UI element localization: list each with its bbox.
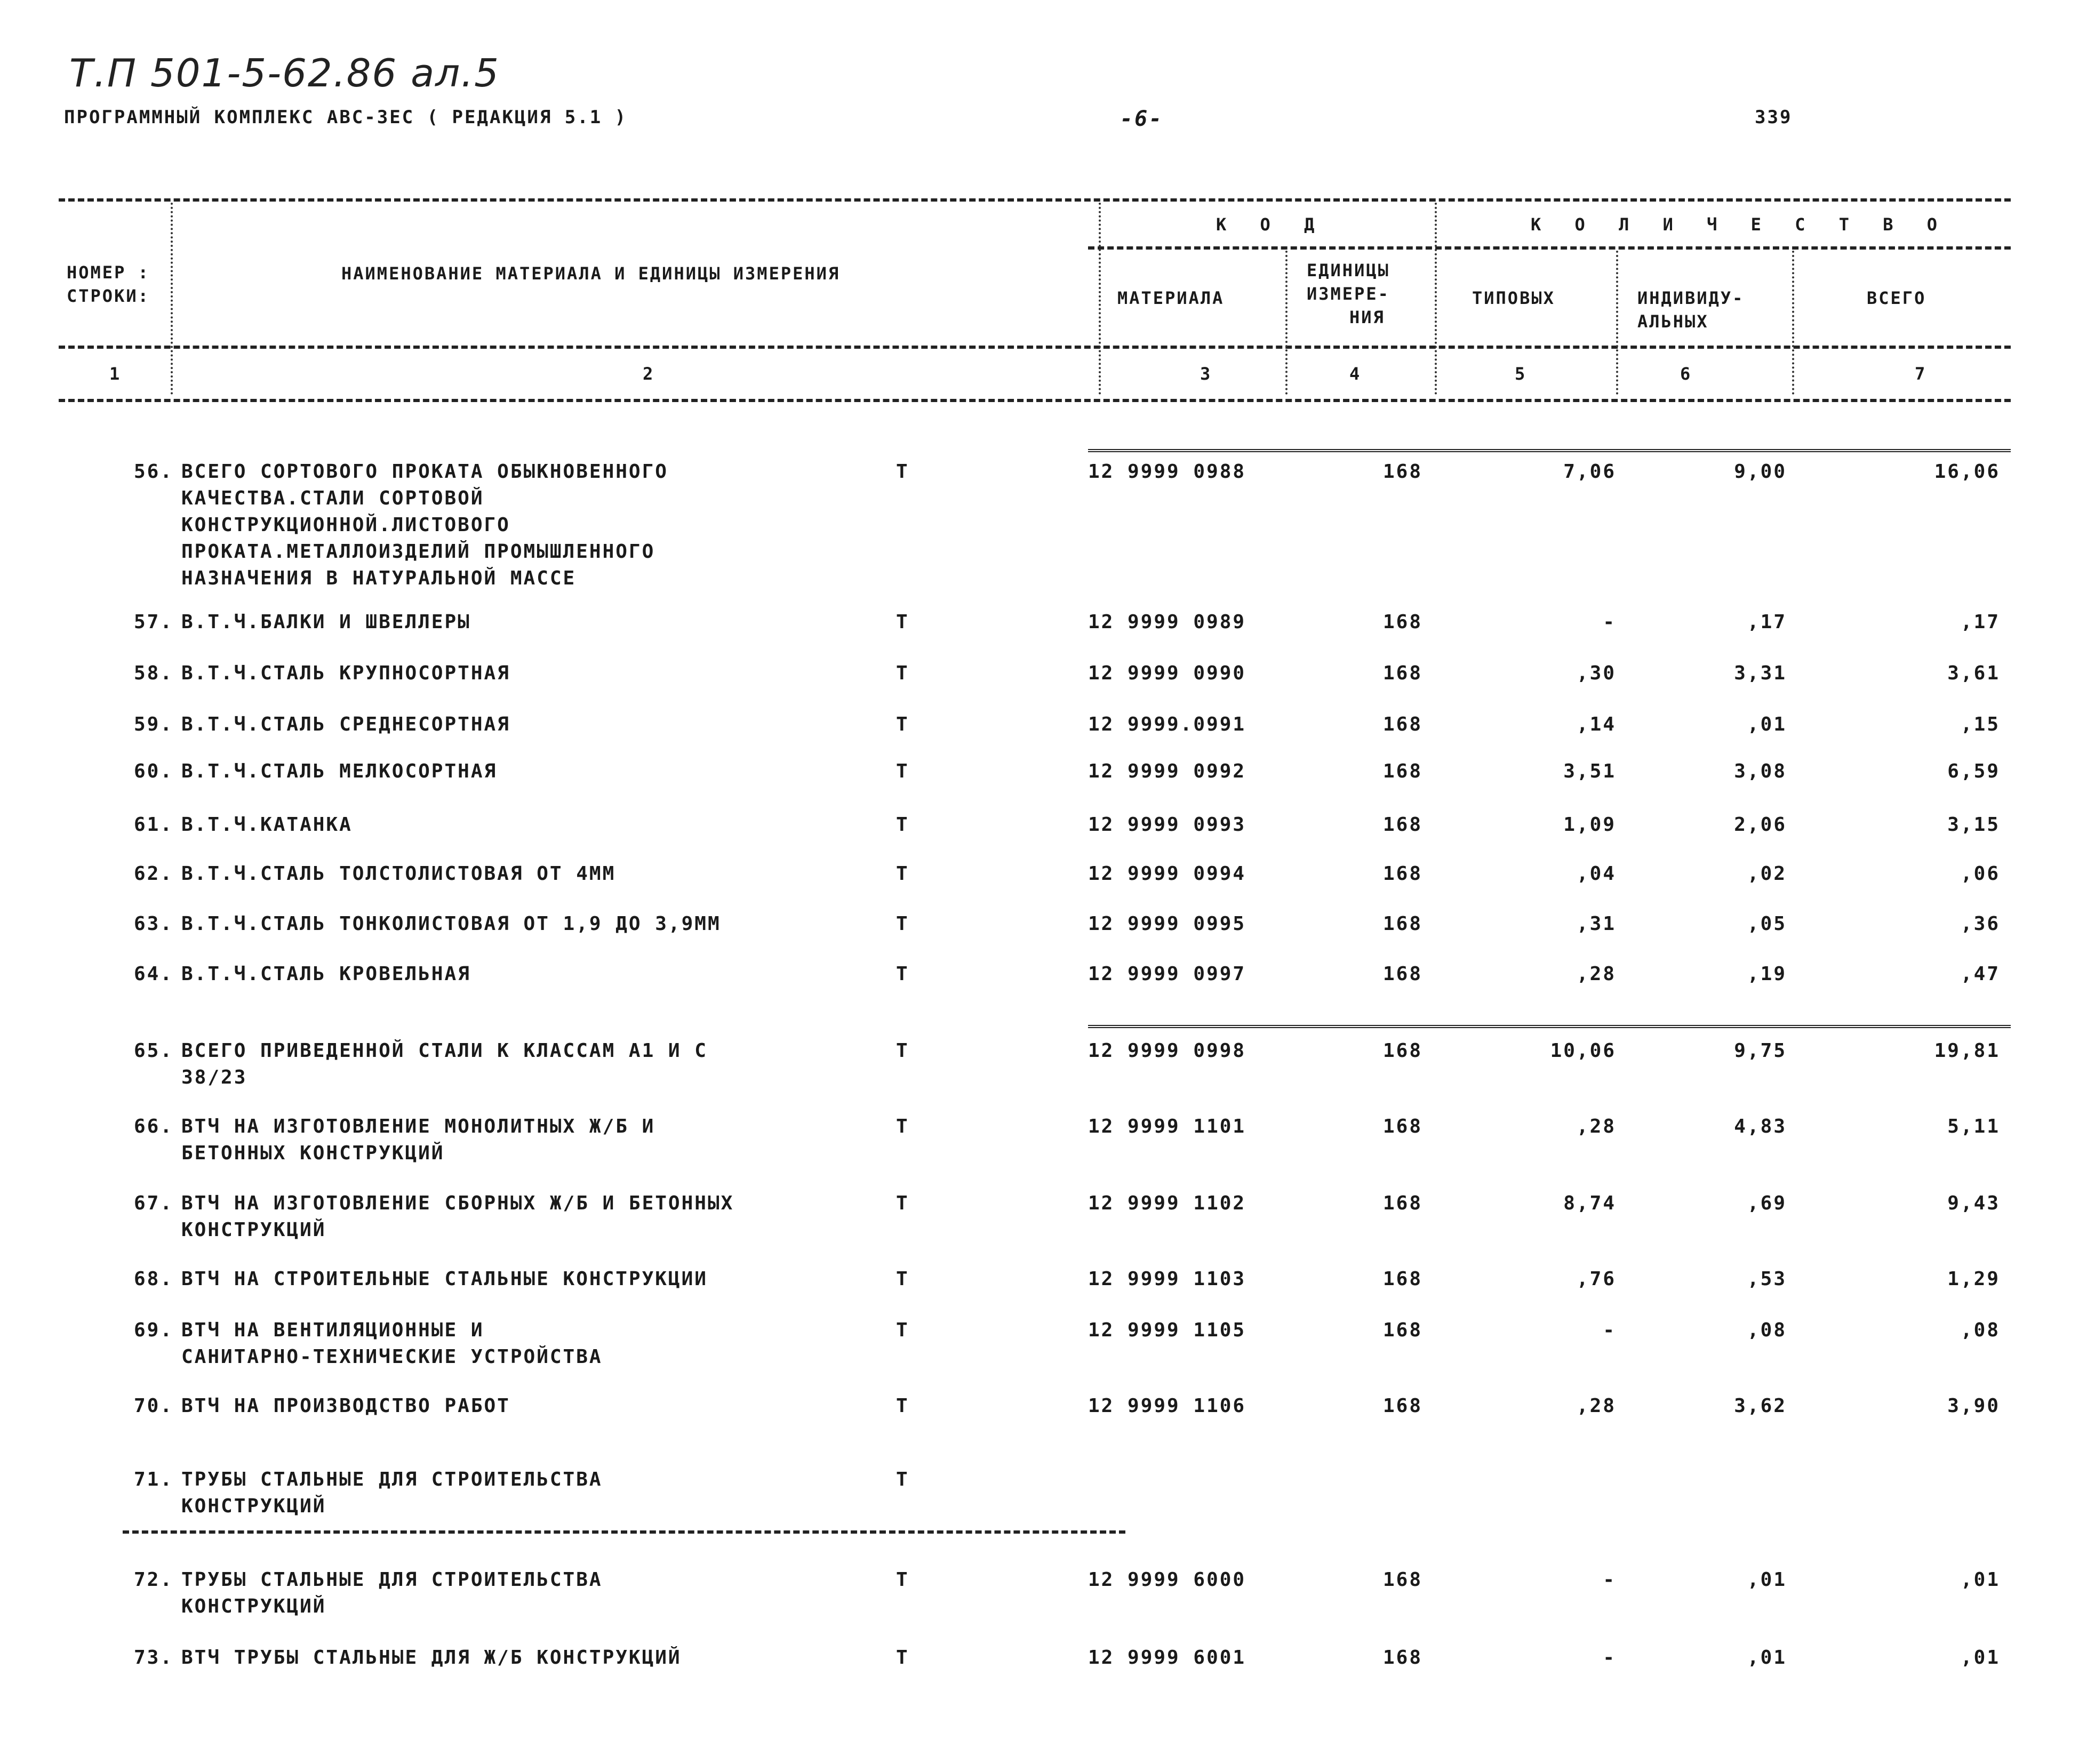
unit-code: 168: [1382, 760, 1423, 782]
unit: Т: [896, 1395, 909, 1417]
qty-total: 3,15: [1947, 814, 2000, 836]
qty-individual: ,53: [1747, 1268, 1787, 1290]
material-name: ВСЕГО СОРТОВОГО ПРОКАТА ОБЫКНОВЕННОГО КАЧЕСТВА.СТАЛИ СОРТОВОЙ КОНСТРУКЦИОННОЙ.ЛИСТОВОГО ПРОКАТА.МЕТАЛЛОИЗДЕЛИЙ ПРОМЫШЛЕННОГО НАЗНАЧЕНИЯ В НАТУРАЛЬНОЙ МАССЕ: [181, 461, 668, 589]
material-name: В.Т.Ч.СТАЛЬ МЕЛКОСОРТНАЯ: [181, 760, 498, 782]
row-number: 65.: [133, 1040, 173, 1062]
qty-typical: 1,09: [1563, 814, 1616, 836]
col-index-6: 6: [1680, 364, 1692, 384]
row-number: 69.: [133, 1319, 173, 1341]
qty-typical: 8,74: [1563, 1192, 1616, 1214]
unit: Т: [896, 1040, 909, 1062]
qty-total: 3,90: [1947, 1395, 2000, 1417]
unit: Т: [896, 760, 909, 782]
material-code: 12 9999 1105: [1088, 1319, 1246, 1341]
qty-total: ,47: [1960, 963, 2000, 985]
material-name: ВСЕГО ПРИВЕДЕННОЙ СТАЛИ К КЛАССАМ А1 И С 38/23: [181, 1040, 708, 1088]
col-index-4: 4: [1349, 364, 1362, 384]
unit-code: 168: [1382, 1040, 1423, 1062]
row-number: 68.: [133, 1268, 173, 1290]
qty-individual: 9,75: [1734, 1040, 1787, 1062]
qty-individual: ,08: [1747, 1319, 1787, 1341]
qty-total: 1,29: [1947, 1268, 2000, 1290]
row-number: 61.: [133, 814, 173, 836]
material-code: 12 9999 0989: [1088, 611, 1246, 633]
subtotal-rule: [1088, 1025, 2011, 1028]
header-separator: [1099, 203, 1101, 395]
qty-typical: -: [1603, 1569, 1616, 1591]
qty-total: ,06: [1960, 863, 2000, 885]
unit: Т: [896, 662, 909, 684]
qty-individual: ,19: [1747, 963, 1787, 985]
qty-individual: ,69: [1747, 1192, 1787, 1214]
page-marker: -6-: [1120, 107, 1164, 131]
page-number: 339: [1755, 107, 1793, 128]
unit-code: 168: [1382, 1319, 1423, 1341]
unit-code: 168: [1382, 662, 1423, 684]
material-code: 12 9999 6001: [1088, 1647, 1246, 1669]
section-rule: [123, 1530, 1125, 1534]
header-separator: [1285, 251, 1288, 395]
unit: Т: [896, 963, 909, 985]
unit: Т: [896, 1647, 909, 1669]
material-name: ТРУБЫ СТАЛЬНЫЕ ДЛЯ СТРОИТЕЛЬСТВА КОНСТРУКЦИЙ: [181, 1469, 603, 1517]
qty-total: 16,06: [1934, 461, 2000, 483]
unit: Т: [896, 1116, 909, 1137]
unit-code: 168: [1382, 1116, 1423, 1137]
row-number: 63.: [133, 913, 173, 935]
material-code: 12 9999 0997: [1088, 963, 1246, 985]
row-number: 72.: [133, 1569, 173, 1591]
header-separator: [171, 203, 173, 395]
material-code: 12 9999 6000: [1088, 1569, 1246, 1591]
col-index-7: 7: [1915, 364, 1927, 384]
material-name: ВТЧ НА ИЗГОТОВЛЕНИЕ МОНОЛИТНЫХ Ж/Б И БЕТОННЫХ КОНСТРУКЦИЙ: [181, 1116, 655, 1164]
row-number: 71.: [133, 1469, 173, 1490]
qty-total: ,15: [1960, 713, 2000, 735]
row-number: 56.: [133, 461, 173, 483]
col-name: НАИМЕНОВАНИЕ МАТЕРИАЛА И ЕДИНИЦЫ ИЗМЕРЕНИЯ: [341, 263, 841, 284]
material-name: ТРУБЫ СТАЛЬНЫЕ ДЛЯ СТРОИТЕЛЬСТВА КОНСТРУКЦИЙ: [181, 1569, 603, 1617]
col-index-2: 2: [643, 364, 655, 384]
unit: Т: [896, 1319, 909, 1341]
unit: Т: [896, 611, 909, 633]
material-name: ВТЧ ТРУБЫ СТАЛЬНЫЕ ДЛЯ Ж/Б КОНСТРУКЦИЙ: [181, 1647, 682, 1669]
material-code: 12 9999 0993: [1088, 814, 1246, 836]
qty-total: 6,59: [1947, 760, 2000, 782]
material-code: 12 9999 0992: [1088, 760, 1246, 782]
unit-code: 168: [1382, 713, 1423, 735]
qty-individual: 3,62: [1734, 1395, 1787, 1417]
unit: Т: [896, 713, 909, 735]
material-code: 12 9999 1101: [1088, 1116, 1246, 1137]
col-total: ВСЕГО: [1867, 288, 1926, 308]
unit-code: 168: [1382, 1268, 1423, 1290]
qty-typical: ,04: [1576, 863, 1616, 885]
col-group-quantity: К О Л И Ч Е С Т В О: [1531, 214, 1949, 235]
header-rule-mid: [59, 346, 2011, 349]
qty-individual: ,01: [1747, 713, 1787, 735]
header-separator: [1435, 203, 1437, 395]
row-number: 64.: [133, 963, 173, 985]
row-number: 62.: [133, 863, 173, 885]
qty-total: 3,61: [1947, 662, 2000, 684]
qty-individual: ,01: [1747, 1569, 1787, 1591]
material-code: 12 9999 0998: [1088, 1040, 1246, 1062]
unit-code: 168: [1382, 1569, 1423, 1591]
material-code: 12 9999.0991: [1088, 713, 1246, 735]
col-unit-2: ИЗМЕРЕ-: [1307, 284, 1390, 304]
qty-individual: 3,31: [1734, 662, 1787, 684]
col-index-3: 3: [1200, 364, 1212, 384]
material-name: ВТЧ НА СТРОИТЕЛЬНЫЕ СТАЛЬНЫЕ КОНСТРУКЦИИ: [181, 1268, 708, 1290]
unit: Т: [896, 863, 909, 885]
unit: Т: [896, 913, 909, 935]
qty-typical: 10,06: [1550, 1040, 1616, 1062]
material-name: ВТЧ НА ПРОИЗВОДСТВО РАБОТ: [181, 1395, 510, 1417]
row-number: 73.: [133, 1647, 173, 1669]
row-number: 59.: [133, 713, 173, 735]
qty-typical: 3,51: [1563, 760, 1616, 782]
handwritten-designation: Т.П 501-5-62.86 ал.5: [69, 51, 500, 95]
qty-typical: ,28: [1576, 963, 1616, 985]
subtotal-rule: [1088, 449, 2011, 452]
unit: Т: [896, 1268, 909, 1290]
material-code: 12 9999 0994: [1088, 863, 1246, 885]
qty-typical: -: [1603, 611, 1616, 633]
col-index-1: 1: [109, 364, 122, 384]
material-name: ВТЧ НА ВЕНТИЛЯЦИОННЫЕ И САНИТАРНО-ТЕХНИЧЕСКИЕ УСТРОЙСТВА: [181, 1319, 603, 1368]
qty-individual: 2,06: [1734, 814, 1787, 836]
qty-total: 5,11: [1947, 1116, 2000, 1137]
material-code: 12 9999 1102: [1088, 1192, 1246, 1214]
row-number: 66.: [133, 1116, 173, 1137]
col-group-code: К О Д: [1216, 214, 1326, 235]
qty-total: 9,43: [1947, 1192, 2000, 1214]
qty-total: ,01: [1960, 1647, 2000, 1669]
qty-typical: ,14: [1576, 713, 1616, 735]
col-row-number-2: СТРОКИ:: [67, 286, 150, 306]
row-number: 57.: [133, 611, 173, 633]
header-separator: [1792, 251, 1794, 395]
col-unit-3: НИЯ: [1349, 307, 1385, 327]
qty-typical: ,28: [1576, 1116, 1616, 1137]
unit: Т: [896, 1192, 909, 1214]
col-individual-2: АЛЬНЫХ: [1637, 311, 1709, 332]
unit-code: 168: [1382, 461, 1423, 483]
unit-code: 168: [1382, 913, 1423, 935]
unit: Т: [896, 461, 909, 483]
material-name: ВТЧ НА ИЗГОТОВЛЕНИЕ СБОРНЫХ Ж/Б И БЕТОННЫХ КОНСТРУКЦИЙ: [181, 1192, 734, 1241]
header-rule-top: [59, 198, 2011, 202]
qty-typical: -: [1603, 1319, 1616, 1341]
col-index-5: 5: [1515, 364, 1527, 384]
qty-individual: ,05: [1747, 913, 1787, 935]
qty-typical: ,31: [1576, 913, 1616, 935]
material-code: 12 9999 1103: [1088, 1268, 1246, 1290]
material-name: В.Т.Ч.КАТАНКА: [181, 814, 353, 836]
qty-total: 19,81: [1934, 1040, 2000, 1062]
material-code: 12 9999 1106: [1088, 1395, 1246, 1417]
header-rule-sub: [1088, 246, 2011, 250]
unit-code: 168: [1382, 1395, 1423, 1417]
material-name: В.Т.Ч.СТАЛЬ КРУПНОСОРТНАЯ: [181, 662, 510, 684]
material-name: В.Т.Ч.СТАЛЬ КРОВЕЛЬНАЯ: [181, 963, 471, 985]
col-typical: ТИПОВЫХ: [1472, 288, 1555, 308]
unit-code: 168: [1382, 1647, 1423, 1669]
row-number: 60.: [133, 760, 173, 782]
qty-total: ,01: [1960, 1569, 2000, 1591]
qty-typical: ,30: [1576, 662, 1616, 684]
material-name: В.Т.Ч.СТАЛЬ ТОЛСТОЛИСТОВАЯ ОТ 4ММ: [181, 863, 616, 885]
col-material: МАТЕРИАЛА: [1117, 288, 1225, 308]
material-name: В.Т.Ч.СТАЛЬ СРЕДНЕСОРТНАЯ: [181, 713, 510, 735]
qty-total: ,36: [1960, 913, 2000, 935]
unit-code: 168: [1382, 1192, 1423, 1214]
qty-typical: ,76: [1576, 1268, 1616, 1290]
row-number: 70.: [133, 1395, 173, 1417]
qty-individual: ,17: [1747, 611, 1787, 633]
unit-code: 168: [1382, 963, 1423, 985]
material-name: В.Т.Ч.БАЛКИ И ШВЕЛЛЕРЫ: [181, 611, 471, 633]
unit: Т: [896, 1569, 909, 1591]
material-code: 12 9999 0990: [1088, 662, 1246, 684]
qty-typical: ,28: [1576, 1395, 1616, 1417]
qty-typical: 7,06: [1563, 461, 1616, 483]
unit-code: 168: [1382, 863, 1423, 885]
qty-individual: ,01: [1747, 1647, 1787, 1669]
program-title: ПРОГРАММНЫЙ КОМПЛЕКС АВС-ЗЕС ( РЕДАКЦИЯ 5.1 ): [64, 107, 628, 128]
qty-individual: ,02: [1747, 863, 1787, 885]
col-unit-1: ЕДИНИЦЫ: [1307, 260, 1390, 280]
unit-code: 168: [1382, 611, 1423, 633]
header-rule-bottom: [59, 399, 2011, 402]
unit: Т: [896, 814, 909, 836]
qty-individual: 9,00: [1734, 461, 1787, 483]
material-code: 12 9999 0988: [1088, 461, 1246, 483]
qty-individual: 3,08: [1734, 760, 1787, 782]
col-individual-1: ИНДИВИДУ-: [1637, 288, 1745, 308]
row-number: 58.: [133, 662, 173, 684]
unit: Т: [896, 1469, 909, 1490]
qty-total: ,17: [1960, 611, 2000, 633]
material-name: В.Т.Ч.СТАЛЬ ТОНКОЛИСТОВАЯ ОТ 1,9 ДО 3,9ММ: [181, 913, 721, 935]
col-row-number-1: НОМЕР :: [67, 262, 150, 283]
material-code: 12 9999 0995: [1088, 913, 1246, 935]
qty-typical: -: [1603, 1647, 1616, 1669]
unit-code: 168: [1382, 814, 1423, 836]
header-separator: [1616, 251, 1618, 395]
row-number: 67.: [133, 1192, 173, 1214]
qty-total: ,08: [1960, 1319, 2000, 1341]
qty-individual: 4,83: [1734, 1116, 1787, 1137]
